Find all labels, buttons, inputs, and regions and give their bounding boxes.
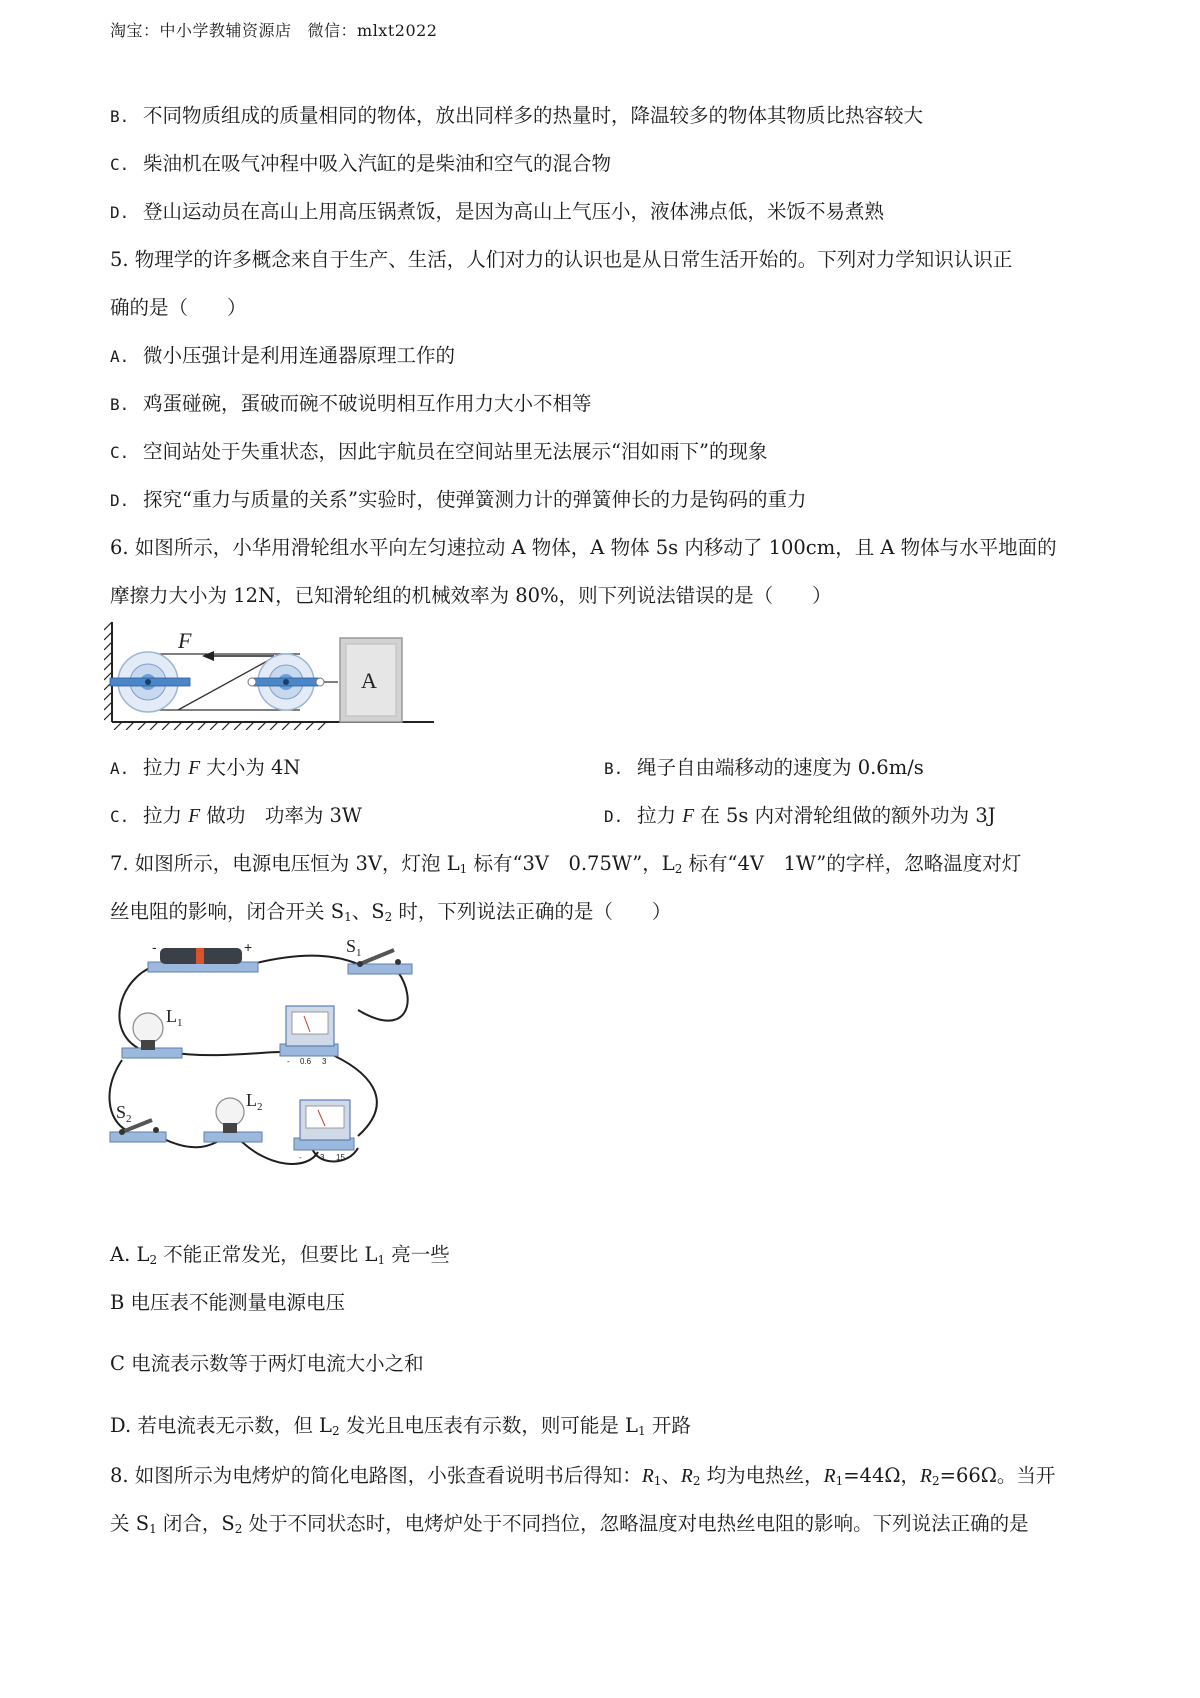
q7-option-a: A. $L_2$ 不能正常发光，但要比 $L_1$ 亮一些 — [110, 1243, 450, 1267]
force-arrowhead — [202, 651, 214, 661]
switch-s1-lever — [360, 950, 394, 964]
ammeter-terminal-3: 3 — [322, 1057, 327, 1066]
q4-option-b: B. 不同物质组成的质量相同的物体，放出同样多的热量时，降温较多的物体其物质比热容较大 — [110, 104, 924, 127]
voltmeter-terminal-minus: - — [299, 1153, 302, 1162]
q6-stem-line1: 6. 如图所示，小华用滑轮组水平向左匀速拉动 A 物体，A 物体 5s 内移动了 100cm，且 A 物体与水平地面的 — [110, 536, 1057, 559]
lamp-l2-bulb — [216, 1098, 244, 1126]
q7-option-b: B 电压表不能测量电源电压 — [110, 1291, 346, 1314]
lamp-l2-label: $L_2$ — [246, 1090, 263, 1113]
switch-s2-base — [110, 1132, 166, 1142]
q4-option-d: D. 登山运动员在高山上用高压锅煮饭，是因为高山上气压小，液体沸点低，米饭不易煮熟 — [110, 200, 885, 223]
force-label: F — [178, 628, 192, 653]
q5-option-c: C. 空间站处于失重状态，因此宇航员在空间站里无法展示“泪如雨下”的现象 — [110, 440, 768, 463]
q6-stem-line2: 摩擦力大小为 12N，已知滑轮组的机械效率为 80%，则下列说法错误的是（ ） — [110, 584, 832, 607]
wall-hatch — [104, 622, 112, 720]
q5-option-d: D. 探究“重力与质量的关系”实验时，使弹簧测力计的弹簧伸长的力是钩码的重力 — [110, 488, 807, 511]
lamp-l1-label: $L_1$ — [166, 1006, 183, 1029]
pulley-figure — [104, 618, 434, 730]
q6-option-c: C. 拉力 F 做功 功率为 3W — [110, 804, 362, 827]
page-header — [110, 18, 437, 41]
q6-option-b: B. 绳子自由端移动的速度为 0.6m/s — [604, 756, 924, 779]
q5-option-a: A. 微小压强计是利用连通器原理工作的 — [110, 344, 456, 367]
header-wechat: 微信：mlxt2022 — [307, 21, 438, 40]
q8-stem-line2: 关 $S_1$ 闭合，$S_2$ 处于不同状态时，电烤炉处于不同挡位，忽略温度对电热丝电阻的影响。下列说法正确的是 — [110, 1512, 1029, 1536]
q6-option-a: A. 拉力 F 大小为 4N — [110, 756, 301, 779]
battery-plus: + — [244, 940, 253, 955]
ammeter-terminal-minus: - — [287, 1057, 290, 1066]
q8-stem-line1: 8. 如图所示为电烤炉的简化电路图，小张查看说明书后得知：$R_1$、$R_2$ 均为电热丝，$R_1=44\Omega$，$R_2=66\Omega$。当开 — [110, 1464, 1056, 1488]
voltmeter-terminal-3: 3 — [320, 1153, 325, 1162]
ground-hatch — [114, 722, 326, 730]
header-shop: 淘宝：中小学教辅资源店 — [110, 21, 292, 40]
q7-stem-line1: 7. 如图所示，电源电压恒为 3V，灯泡 $L_1$ 标有“3V 0.75W”，$L_2$ 标有“4V 1W”的字样，忽略温度对灯 — [110, 852, 1022, 876]
ammeter-terminal-06: 0.6 — [300, 1057, 312, 1066]
q7-option-c: C 电流表示数等于两灯电流大小之和 — [110, 1352, 424, 1375]
q5-stem-line2: 确的是（ ） — [110, 296, 247, 319]
q7-stem-line2: 丝电阻的影响，闭合开关 $S_1$、$S_2$ 时，下列说法正确的是（ ） — [110, 900, 672, 924]
q5-stem-line1: 5. 物理学的许多概念来自于生产、生活，人们对力的认识也是从日常生活开始的。下列对力学知识认识正 — [110, 248, 1013, 271]
switch-s2-label: $S_2$ — [116, 1102, 132, 1125]
q7-option-d: D. 若电流表无示数，但 $L_2$ 发光且电压表有示数，则可能是 $L_1$ 开路 — [110, 1414, 691, 1438]
battery-minus: - — [152, 940, 157, 955]
circuit-figure — [108, 940, 418, 1170]
voltmeter-terminal-15: 15 — [336, 1153, 345, 1162]
q4-option-c: C. 柴油机在吸气冲程中吸入汽缸的是柴油和空气的混合物 — [110, 152, 612, 175]
switch-s1-label: $S_1$ — [346, 940, 362, 959]
q5-option-b: B. 鸡蛋碰碗，蛋破而碗不破说明相互作用力大小不相等 — [110, 392, 592, 415]
lamp-l1-bulb — [133, 1013, 163, 1043]
block-a-label: A — [361, 668, 377, 693]
q6-option-d: D. 拉力 F 在 5s 内对滑轮组做的额外功为 3J — [604, 804, 996, 827]
lamp-l2-base — [204, 1132, 262, 1142]
